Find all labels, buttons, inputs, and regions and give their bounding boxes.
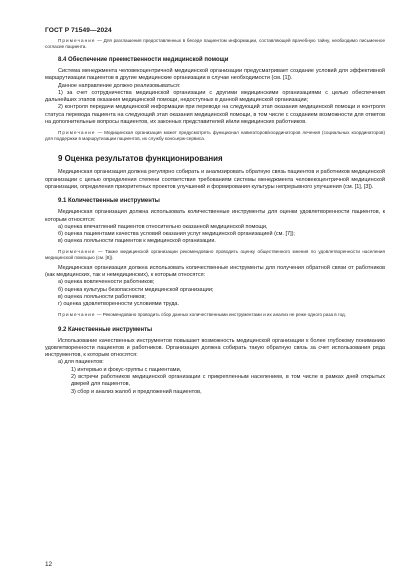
list-item: 1) за счет сотрудничества медицинской организации с другими медицинскими организациями с целью обеспечения дальнейших этапов оказания медицинской помощи, недоступных в данной медицинской организации; [45,89,385,104]
paragraph: Медицинская организация должна использовать количественные инструменты для получения обратной связи от работников (как медицинских, так и немедицинских), к которым относятся: [45,264,385,279]
paragraph: Медицинская организация должна регулярно собирать и анализировать обратную связь пациентов и работников медицинской организации с целью определения степени соответствия требованиям системы менеджмента человекоцентричной медицинской организации, определения приоритетных проектов улучшений и формирования культуры непрерывного улучшения (см. [1], [3]). [45,169,385,190]
section-heading-8-4: 8.4 Обеспечение преемственности медицинской помощи [58,57,229,63]
sub-list-item: 1) интервью и фокус-группы с пациентами, [71,366,182,373]
list-item: в) оценка лояльности работников; [58,293,146,300]
document-header: ГОСТ Р 71549—2024 [45,27,112,34]
note-label: Примечание [58,130,96,136]
paragraph: Система менеджмента человекоцентричной медицинской организации предусматривает создание условий для эффективной маршрутизации пациентов в другие медицинские организации в случае необходимости (см. [1]). [45,68,385,82]
note-label: Примечание [58,38,96,43]
list-item: б) оценка пациентами качества условий оказания услуг медицинской организацией (см. [7]); [58,231,295,238]
note-paragraph [45,312,385,318]
paragraph: Данное направление должно реализовываться: [58,82,181,89]
list-item: а) оценка вовлеченности работников; [58,279,155,286]
page-number: 12 [45,561,53,568]
list-item: а) для пациентов: [58,359,104,366]
list-item: г) оценка удовлетворенности условиями труда. [58,301,179,308]
section-heading-9: 9 Оценка результатов функционирования [58,154,223,164]
section-heading-9-2: 9.2 Качественные инструменты [58,326,153,333]
note-text: — Для разглашения предоставленных в беседе пациентом информации, составляющей врачебную тайну, необходимо письменное согласие пациента. [45,38,385,49]
note-paragraph [45,249,385,261]
paragraph: Медицинская организация должна использовать количественные инструменты для оценки удовлетворенности пациентов, к которым относятся: [45,209,385,223]
note-label: Примечание [58,311,96,317]
note-paragraph [45,38,385,50]
list-item: б) оценка культуры безопасности медицинской организации; [58,286,214,293]
note-text: — Также медицинской организации рекомендовано проводить оценку общественного мнения по удовлетворенности населения медицинской помощью (см. [8]). [45,248,385,260]
list-item: а) оценка впечатлений пациентов относительно оказанной медицинской помощи, [58,223,268,230]
paragraph: Использование качественных инструментов повышает возможность медицинской организации к более глубокому пониманию удовлетворенности пациентов и работников. Организация должна собирать такую обратную связь за счет использования ряда инструментов, к которым относятся: [45,337,385,359]
note-paragraph [45,130,385,142]
sub-list-item: 3) сбор и анализ жалоб и предложений пациентов, [71,388,202,395]
list-item: в) оценка лояльности пациентов к медицинской организации. [58,238,216,245]
section-heading-9-1: 9.1 Количественные инструменты [58,198,160,205]
sub-list-item: 2) встречи работников медицинской организации с прикрепленным населением, в том числе в рамках дней открытых дверей для пациентов, [71,374,385,388]
list-item: 2) контроля передачи медицинской информации при переводе на следующий этап оказания медицинской помощи и контроля статуса перевода пациента на следующий этап оказания медицинской помощи, в том числе с созданием возможности для ответов на дополнительные вопросы пациентов, их законных представителей и/или медицинских работников. [45,104,385,126]
document-body [45,38,385,396]
note-text: — Медицинская организация может предусмотреть функционал навигаторов/координаторов лечения (социальных координаторов) для поддержки в маршрутизации пациентов, их службу консьерж-сервиса. [45,130,385,142]
note-text: — Рекомендовано проводить сбор данных количественными инструментами и их анализ не реже одного раза в год. [95,311,346,317]
note-label: Примечание [58,248,96,254]
